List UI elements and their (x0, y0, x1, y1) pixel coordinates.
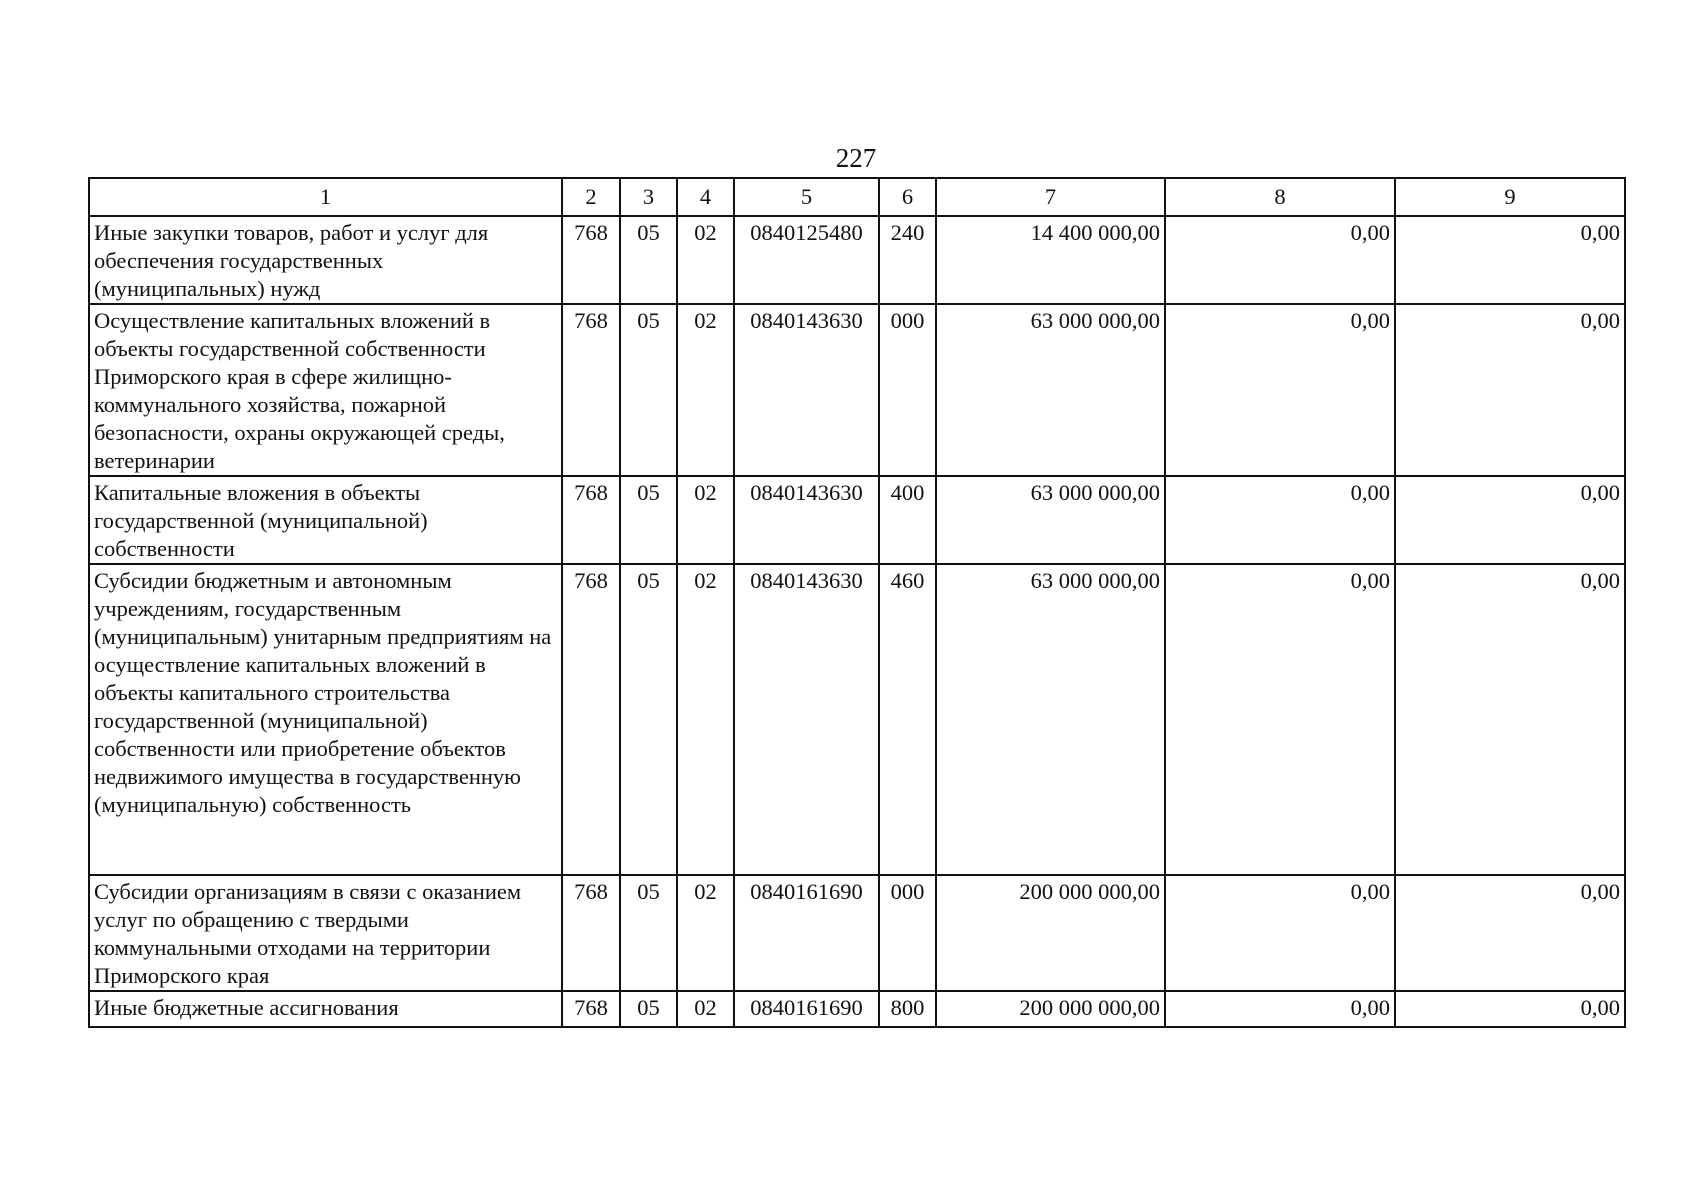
subsection-cell: 02 (677, 564, 734, 875)
section-cell: 05 (620, 564, 677, 875)
amount-col8: 0,00 (1165, 991, 1395, 1027)
column-header-8: 8 (1165, 178, 1395, 216)
row-name: Субсидии бюджетным и автономным учреждениям, государственным (муниципальным) унитарным предприятиям на осуществление капитальных вложений в объекты капитального строительства государственной (муниципальной) собственности или приобретение объектов недвижимого имущества в государственную (муниципальную) собственность (89, 564, 562, 875)
section-cell: 05 (620, 875, 677, 991)
expense-type-cell: 240 (879, 216, 936, 304)
amount-col9: 0,00 (1395, 216, 1625, 304)
subsection-cell: 02 (677, 476, 734, 564)
target-article-cell: 0840143630 (734, 304, 879, 476)
section-cell: 05 (620, 216, 677, 304)
column-header-6: 6 (879, 178, 936, 216)
target-article-cell: 0840143630 (734, 564, 879, 875)
amount-col8: 0,00 (1165, 216, 1395, 304)
amount-col7: 63 000 000,00 (936, 304, 1165, 476)
amount-col8: 0,00 (1165, 875, 1395, 991)
amount-col7: 14 400 000,00 (936, 216, 1165, 304)
table-row (89, 476, 1625, 564)
table-row (89, 304, 1625, 476)
admin-code-cell: 768 (562, 304, 620, 476)
expense-type-cell: 000 (879, 875, 936, 991)
row-name: Капитальные вложения в объекты государственной (муниципальной) собственности (89, 476, 562, 564)
section-cell: 05 (620, 304, 677, 476)
admin-code-cell: 768 (562, 564, 620, 875)
section-cell: 05 (620, 476, 677, 564)
subsection-cell: 02 (677, 216, 734, 304)
column-header-4: 4 (677, 178, 734, 216)
target-article-cell: 0840161690 (734, 991, 879, 1027)
table-row (89, 564, 1625, 875)
table-row (89, 216, 1625, 304)
expense-type-cell: 400 (879, 476, 936, 564)
amount-col9: 0,00 (1395, 476, 1625, 564)
column-header-2: 2 (562, 178, 620, 216)
subsection-cell: 02 (677, 875, 734, 991)
target-article-cell: 0840125480 (734, 216, 879, 304)
expense-type-cell: 460 (879, 564, 936, 875)
admin-code-cell: 768 (562, 991, 620, 1027)
row-name: Иные закупки товаров, работ и услуг для обеспечения государственных (муниципальных) нужд (89, 216, 562, 304)
column-header-7: 7 (936, 178, 1165, 216)
amount-col8: 0,00 (1165, 476, 1395, 564)
header-row (89, 178, 1625, 216)
page-number: 227 (835, 143, 877, 173)
admin-code-cell: 768 (562, 216, 620, 304)
admin-code-cell: 768 (562, 875, 620, 991)
subsection-cell: 02 (677, 991, 734, 1027)
amount-col9: 0,00 (1395, 304, 1625, 476)
amount-col9: 0,00 (1395, 875, 1625, 991)
column-header-5: 5 (734, 178, 879, 216)
amount-col9: 0,00 (1395, 564, 1625, 875)
expense-type-cell: 000 (879, 304, 936, 476)
column-header-9: 9 (1395, 178, 1625, 216)
row-name: Осуществление капитальных вложений в объекты государственной собственности Приморского края в сфере жилищно-коммунального хозяйства, пожарной безопасности, охраны окружающей среды, ветеринарии (89, 304, 562, 476)
admin-code-cell: 768 (562, 476, 620, 564)
amount-col9: 0,00 (1395, 991, 1625, 1027)
table-row (89, 875, 1625, 991)
amount-col7: 63 000 000,00 (936, 564, 1165, 875)
target-article-cell: 0840143630 (734, 476, 879, 564)
table-row (89, 991, 1625, 1027)
row-name: Иные бюджетные ассигнования (89, 991, 562, 1027)
amount-col8: 0,00 (1165, 304, 1395, 476)
row-name: Субсидии организациям в связи с оказанием услуг по обращению с твердыми коммунальными отходами на территории Приморского края (89, 875, 562, 991)
budget-table (88, 177, 1626, 1028)
amount-col7: 63 000 000,00 (936, 476, 1165, 564)
subsection-cell: 02 (677, 304, 734, 476)
amount-col7: 200 000 000,00 (936, 991, 1165, 1027)
amount-col7: 200 000 000,00 (936, 875, 1165, 991)
column-header-3: 3 (620, 178, 677, 216)
section-cell: 05 (620, 991, 677, 1027)
column-header-1: 1 (89, 178, 562, 216)
target-article-cell: 0840161690 (734, 875, 879, 991)
expense-type-cell: 800 (879, 991, 936, 1027)
amount-col8: 0,00 (1165, 564, 1395, 875)
